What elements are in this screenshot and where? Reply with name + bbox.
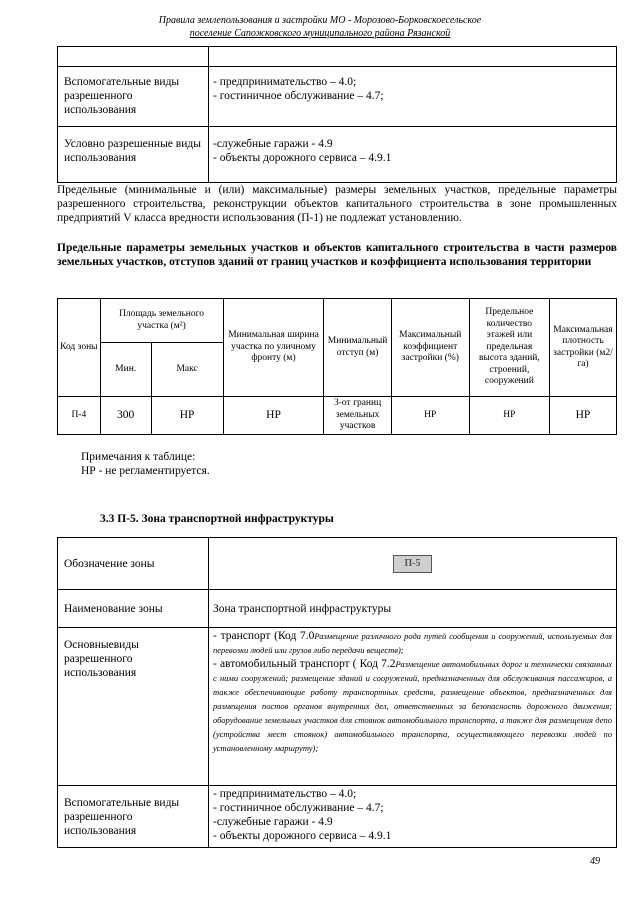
col-area: Площадь земельного участка (м²) [100, 299, 223, 343]
zone-name-value: Зона транспортной инфраструктуры [209, 590, 617, 628]
main-uses-value [209, 628, 617, 786]
page-header [60, 14, 580, 40]
aux-uses-value: - предпринимательство – 4.0; - гостиничное обслуживание – 4.7; [209, 67, 617, 127]
zone-name-label: Наименование зоны [58, 590, 209, 628]
aux-uses-p5-value: - предпринимательство – 4.0; - гостиничное обслуживание – 4.7; -служебные гаражи - 4.9 - объекты дорожного сервиса – 4.9.1 [209, 786, 617, 848]
cell-max: НР [151, 397, 223, 435]
notes-nr: НР - не регламентируется. [81, 465, 210, 477]
zone-p5-table [57, 537, 617, 848]
aux-uses-p5-label: Вспомогательные виды разрешенного использования [58, 786, 209, 848]
cell-min: 300 [100, 397, 151, 435]
col-offset: Минимальный отступ (м) [324, 299, 391, 397]
cell-code: П-4 [58, 397, 101, 435]
parameters-table [57, 298, 617, 435]
main-use-2-desc: Размещение автомобильных дорог и технически связанных с ними сооружений; размещение зданий и сооружений, предназначенных для обслуживания пассажиров, а также обеспечивающие работу транспортных средств, размещение объектов, предназначенных для размещения постов органов внутренних дел, ответственных за безопасность дорожного движения; оборудование земельных участков для стоянок автомобильного транспорта, а также для размещения депо (устройства мест стоянок) автомобильного транспорта, осуществляющего перевозки людей по установленному маршруту); [213, 659, 612, 753]
conditional-uses-label: Условно разрешенные виды использования [58, 127, 209, 183]
main-use-2-lead: - автомобильный транспорт ( Код 7.2 [213, 658, 396, 670]
notes-title: Примечания к таблице: [81, 451, 196, 463]
main-uses-label: Основныевиды разрешенного использования [58, 628, 209, 786]
cell-offset: 3-от границ земельных участков [324, 397, 391, 435]
col-code: Код зоны [58, 299, 101, 397]
main-use-1-desc: Размещение различного рода путей сообщения и сооружений, используемых для перевозки людей или грузов либо передачи веществ); [213, 631, 612, 655]
section-title: 3.3 П-5. Зона транспортной инфраструктуры [100, 513, 334, 525]
zone-code-badge: П-5 [393, 555, 431, 573]
table-notes [81, 450, 210, 478]
parameters-heading: Предельные параметры земельных участков и объектов капитального строительства в части размеров земельных участков, отступов зданий от границ участков и коэффициента использования территории [57, 242, 617, 268]
col-density: Максимальная плотность застройки (м2/га) [549, 299, 616, 397]
cell-density: НР [549, 397, 616, 435]
aux-uses-label: Вспомогательные виды разрешенного использования [58, 67, 209, 127]
limits-paragraph: Предельные (минимальные и (или) максимальные) размеры земельных участков, предельные параметры разрешенного строительства, реконструкции объектов капитального строительства в зоне промышленных предприятий V класса вредности использования (П-1) не подлежат установлению. [57, 184, 617, 224]
cell-floors: НР [469, 397, 549, 435]
col-floors: Предельное количество этажей или предельная высота зданий, строений, сооружений [469, 299, 549, 397]
col-coef: Максимальный коэффициент застройки (%) [391, 299, 469, 397]
header-line-1: Правила землепользования и застройки МО - Морозово-Борковскоесельское [158, 15, 482, 26]
zone-p4-uses-table [57, 46, 617, 183]
col-max: Макс [151, 343, 223, 397]
cell-coef: НР [391, 397, 469, 435]
cell-width: НР [223, 397, 324, 435]
conditional-uses-value: -служебные гаражи - 4.9 - объекты дорожного сервиса – 4.9.1 [209, 127, 617, 183]
main-use-1-lead: - транспорт (Код 7.0 [213, 630, 315, 642]
header-line-2: поселение Сапожковского муниципального района Рязанской [189, 28, 451, 39]
zone-code-label: Обозначение зоны [58, 538, 209, 590]
col-min: Мин. [100, 343, 151, 397]
col-width: Минимальная ширина участка по уличному фронту (м) [223, 299, 324, 397]
page-number: 49 [590, 856, 600, 867]
